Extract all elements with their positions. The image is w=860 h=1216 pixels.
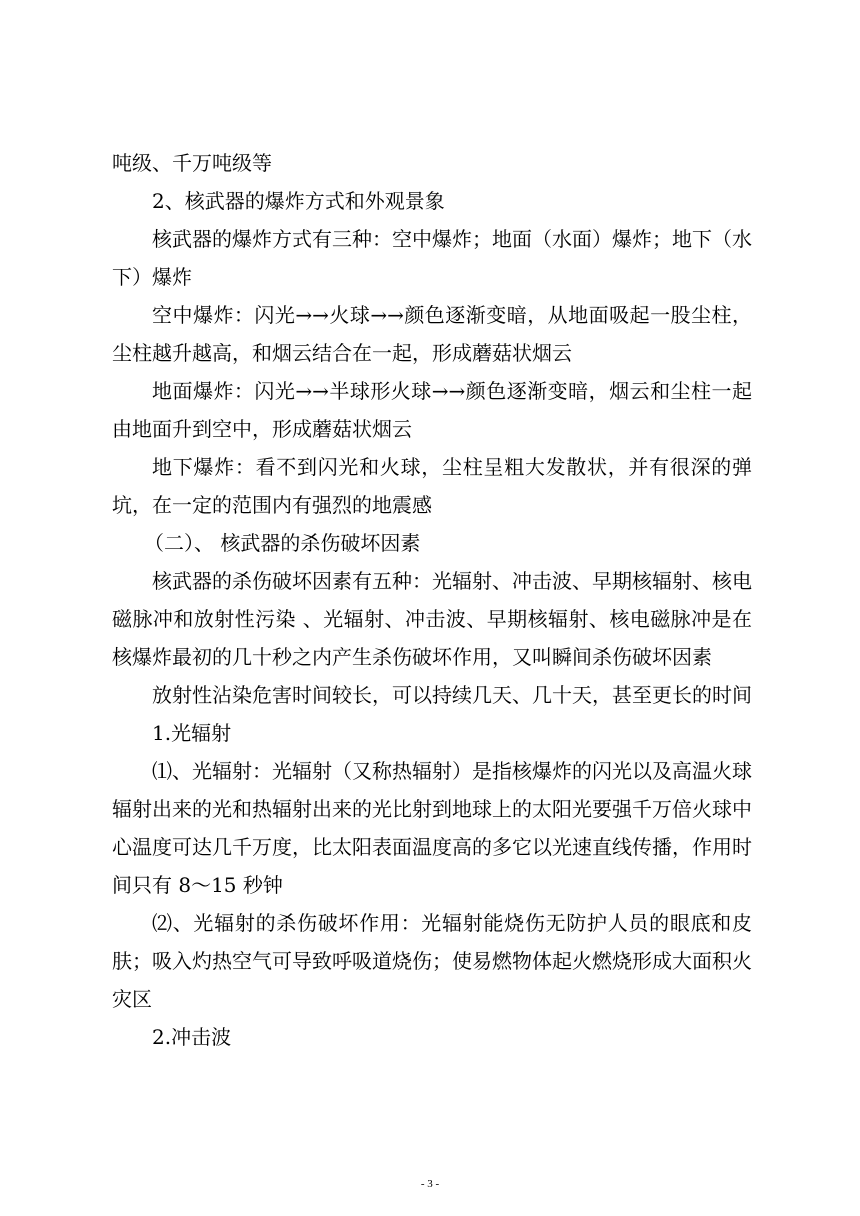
paragraph-explosion-types: 核武器的爆炸方式有三种：空中爆炸；地面（水面）爆炸；地下（水下）爆炸 xyxy=(112,227,752,289)
section-heading-damage-factors: （二）、 核武器的杀伤破坏因素 xyxy=(144,531,421,555)
paragraph-underground-burst: 地下爆炸：看不到闪光和火球，尘柱呈粗大发散状，并有很深的弹坑，在一定的范围内有强烈的地震感 xyxy=(112,455,752,517)
paragraph-continuation: 吨级、千万吨级等 xyxy=(112,151,272,175)
paragraph-light-radiation-definition: ⑴、光辐射：光辐射（又称热辐射）是指核爆炸的闪光以及高温火球辐射出来的光和热辐射出来的光比射到地球上的太阳光要强千万倍火球中心温度可达几千万度，比太阳表面温度高的多它以光速直线传播，作用时间只有 8～15 秒钟 xyxy=(112,759,752,897)
paragraph-five-factors: 核武器的杀伤破坏因素有五种：光辐射、冲击波、早期核辐射、核电磁脉冲和放射性污染 、光辐射、冲击波、早期核辐射、核电磁脉冲是在核爆炸最初的几十秒之内产生杀伤破坏作用，又叫瞬间杀伤破坏因素 xyxy=(112,569,752,669)
paragraph-surface-burst: 地面爆炸：闪光→→半球形火球→→颜色逐渐变暗，烟云和尘柱一起由地面升到空中，形成蘑菇状烟云 xyxy=(112,379,752,441)
paragraph-air-burst: 空中爆炸：闪光→→火球→→颜色逐渐变暗，从地面吸起一股尘柱，尘柱越升越高，和烟云结合在一起，形成蘑菇状烟云 xyxy=(112,303,752,365)
section-heading-explosion-modes: 2、核武器的爆炸方式和外观景象 xyxy=(152,189,445,213)
page-number: - 3 - xyxy=(420,1178,440,1190)
paragraph-radioactive-contamination: 放射性沾染危害时间较长，可以持续几天、几十天，甚至更长的时间 xyxy=(152,683,752,707)
paragraph-light-radiation-effects: ⑵、光辐射的杀伤破坏作用：光辐射能烧伤无防护人员的眼底和皮肤；吸入灼热空气可导致呼吸道烧伤；使易燃物体起火燃烧形成大面积火灾区 xyxy=(112,911,752,1011)
subheading-shock-wave: 2.冲击波 xyxy=(152,1025,232,1049)
subheading-light-radiation: 1.光辐射 xyxy=(152,721,232,745)
document-body xyxy=(112,144,752,1056)
